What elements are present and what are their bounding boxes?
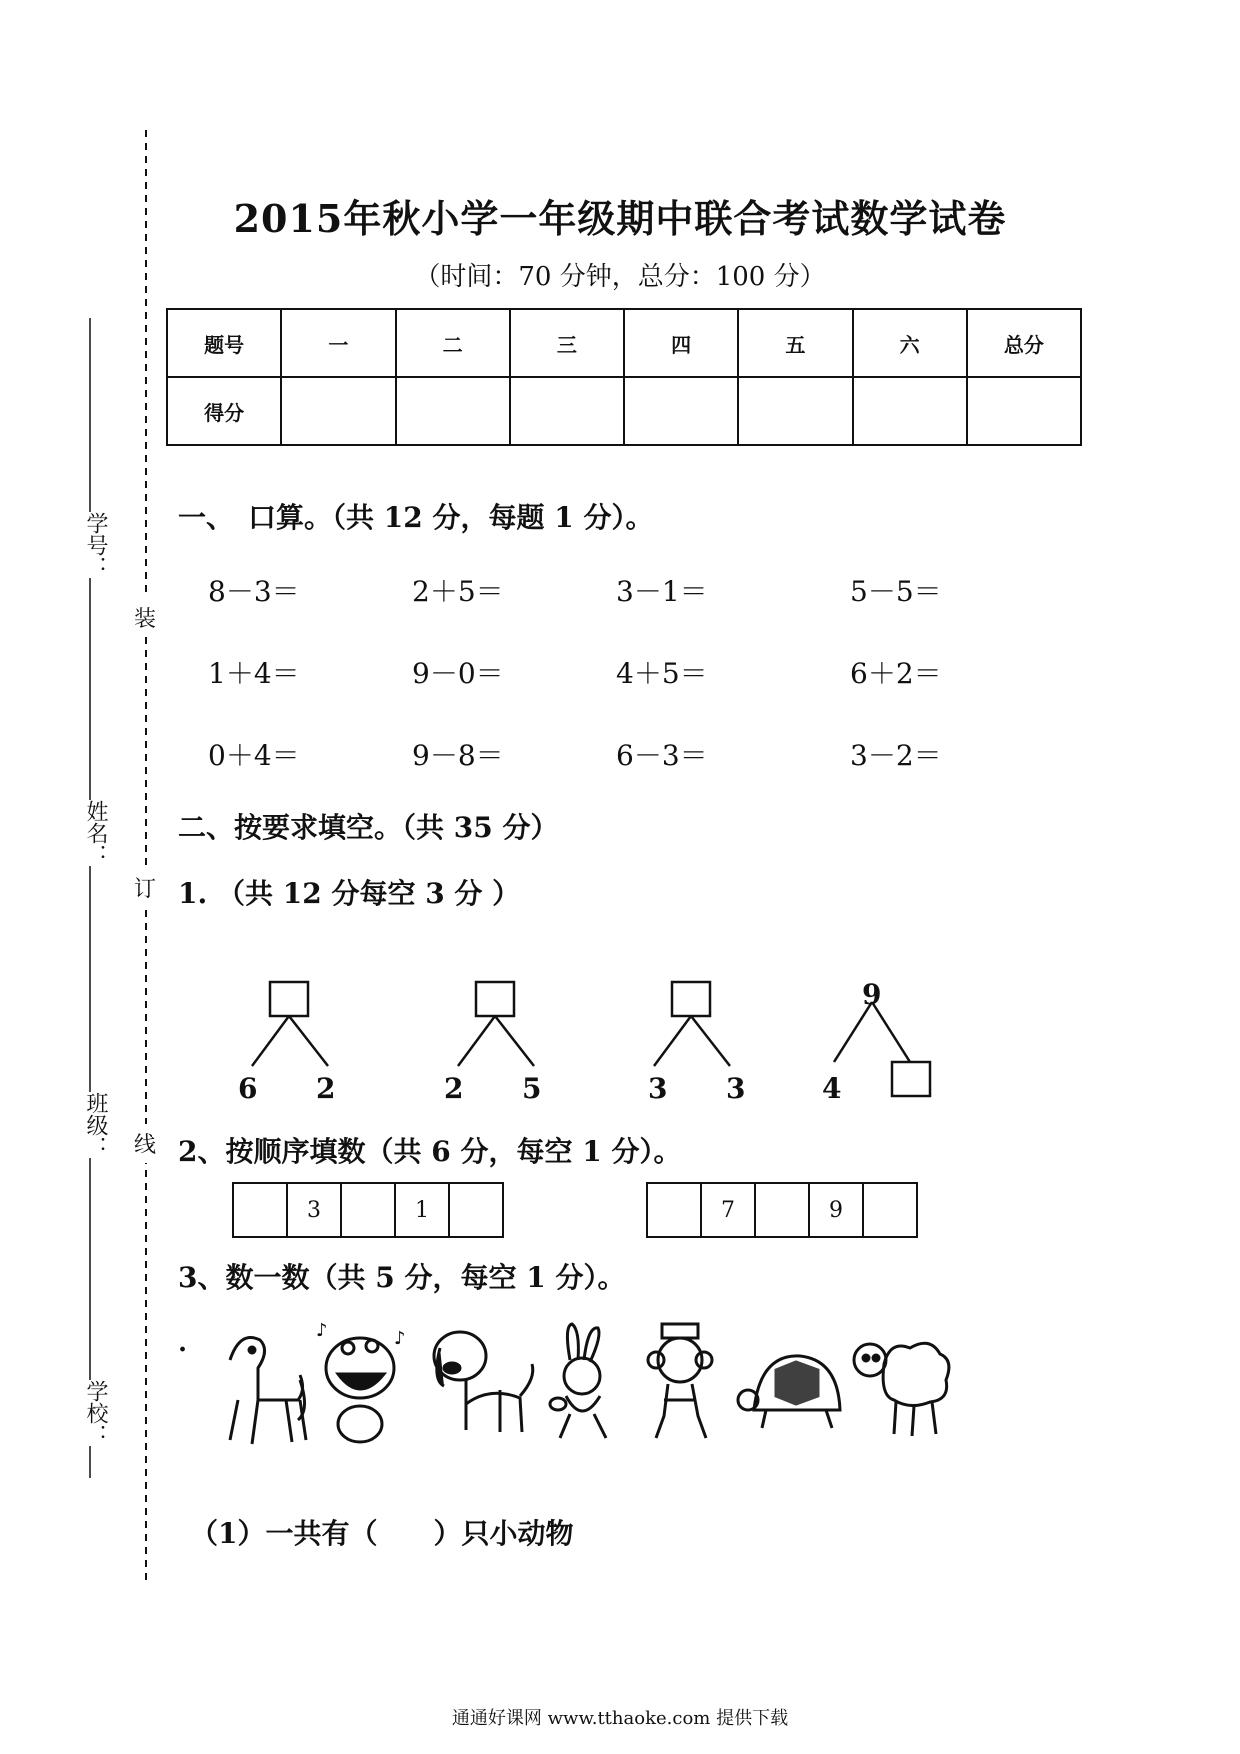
sequence-cell[interactable] [756,1184,810,1236]
turtle-icon [738,1356,840,1428]
q1-label: 1. （共 12 分每空 3 分 ） [178,877,521,910]
sequence-cell[interactable] [450,1184,502,1236]
equation: 9－0＝ [412,657,504,690]
bond-right-number: 2 [316,1072,336,1105]
dog-icon [434,1332,533,1432]
score-cell[interactable] [624,377,738,445]
bond-right-number: 5 [522,1072,542,1105]
page-footer: 通通好课网 www.tthaoke.com 提供下载 [451,1708,789,1729]
sequence-boxes-1 [232,1182,504,1238]
score-cell[interactable] [967,377,1081,445]
score-row-label: 得分 [167,377,281,445]
score-cell[interactable] [510,377,624,445]
bond-left-number: 4 [822,1072,842,1105]
equation: 3－2＝ [850,739,942,772]
frog-icon [316,1320,406,1442]
bond-right-number: 3 [726,1072,746,1105]
monkey-icon [648,1324,712,1438]
section1-heading: 一、 口算。（共 12 分，每题 1 分）。 [178,501,654,534]
binding-char-3: 线 [134,1124,156,1163]
equation: 2＋5＝ [412,575,504,608]
svg-text:♪: ♪ [316,1320,328,1341]
bond-top-number: 9 [862,978,882,1011]
sequence-cell: 1 [396,1184,450,1236]
score-header-cell: 五 [738,309,852,377]
sequence-cell[interactable] [648,1184,702,1236]
sequence-cell[interactable] [234,1184,288,1236]
number-bond [834,1002,930,1096]
sequence-cell: 3 [288,1184,342,1236]
number-bonds [0,960,1240,1110]
q2-label: 2、按顺序填数（共 6 分，每空 1 分）。 [178,1135,682,1168]
page-subtitle: （时间：70 分钟，总分：100 分） [414,262,826,292]
score-header-cell: 六 [853,309,967,377]
score-header-cell: 题号 [167,309,281,377]
score-header-cell: 总分 [967,309,1081,377]
q3-sub1: （1）一共有（ ）只小动物 [190,1517,574,1550]
sequence-cell: 7 [702,1184,756,1236]
rabbit-icon [550,1324,606,1438]
score-header-cell: 三 [510,309,624,377]
q3-label: 3、数一数（共 5 分，每空 1 分）。 [178,1261,626,1294]
sequence-boxes-2 [646,1182,918,1238]
score-header-cell: 一 [281,309,395,377]
number-bond [654,982,730,1066]
answer-box[interactable] [476,982,514,1016]
equation: 8－3＝ [208,575,300,608]
equation: 6－3＝ [616,739,708,772]
field-student-id: 学号： [80,512,111,578]
answer-box[interactable] [270,982,308,1016]
score-table-score-row [167,377,1081,445]
score-cell[interactable] [281,377,395,445]
bond-left-number: 6 [238,1072,258,1105]
field-class: 班级： [80,1092,111,1158]
equation: 9－8＝ [412,739,504,772]
sequence-cell[interactable] [864,1184,916,1236]
field-name: 姓名： [80,800,111,866]
horse-icon [230,1338,306,1445]
equation: 1＋4＝ [208,657,300,690]
page-title: 2015年秋小学一年级期中联合考试数学试卷 [233,196,1007,241]
binding-char-2: 订 [134,868,156,907]
score-table [166,308,1082,446]
number-bond [252,982,328,1066]
sequence-cell[interactable] [342,1184,396,1236]
bond-left-number: 3 [648,1072,668,1105]
answer-box[interactable] [892,1062,930,1096]
sheep-icon [854,1343,949,1436]
stray-dot: . [178,1328,188,1358]
score-table-header-row [167,309,1081,377]
score-header-cell: 四 [624,309,738,377]
animal-row [210,1320,970,1450]
binding-char-1: 装 [134,598,156,637]
equation: 4＋5＝ [616,657,708,690]
score-cell[interactable] [396,377,510,445]
equation: 0＋4＝ [208,739,300,772]
score-header-cell: 二 [396,309,510,377]
sequence-cell: 9 [810,1184,864,1236]
svg-text:♪: ♪ [394,1328,406,1349]
answer-box[interactable] [672,982,710,1016]
equation: 5－5＝ [850,575,942,608]
bond-left-number: 2 [444,1072,464,1105]
number-bond [458,982,534,1066]
score-cell[interactable] [738,377,852,445]
equation: 6＋2＝ [850,657,942,690]
section2-heading: 二、按要求填空。（共 35 分） [178,811,559,844]
equation: 3－1＝ [616,575,708,608]
score-cell[interactable] [853,377,967,445]
field-school: 学校： [80,1380,111,1446]
